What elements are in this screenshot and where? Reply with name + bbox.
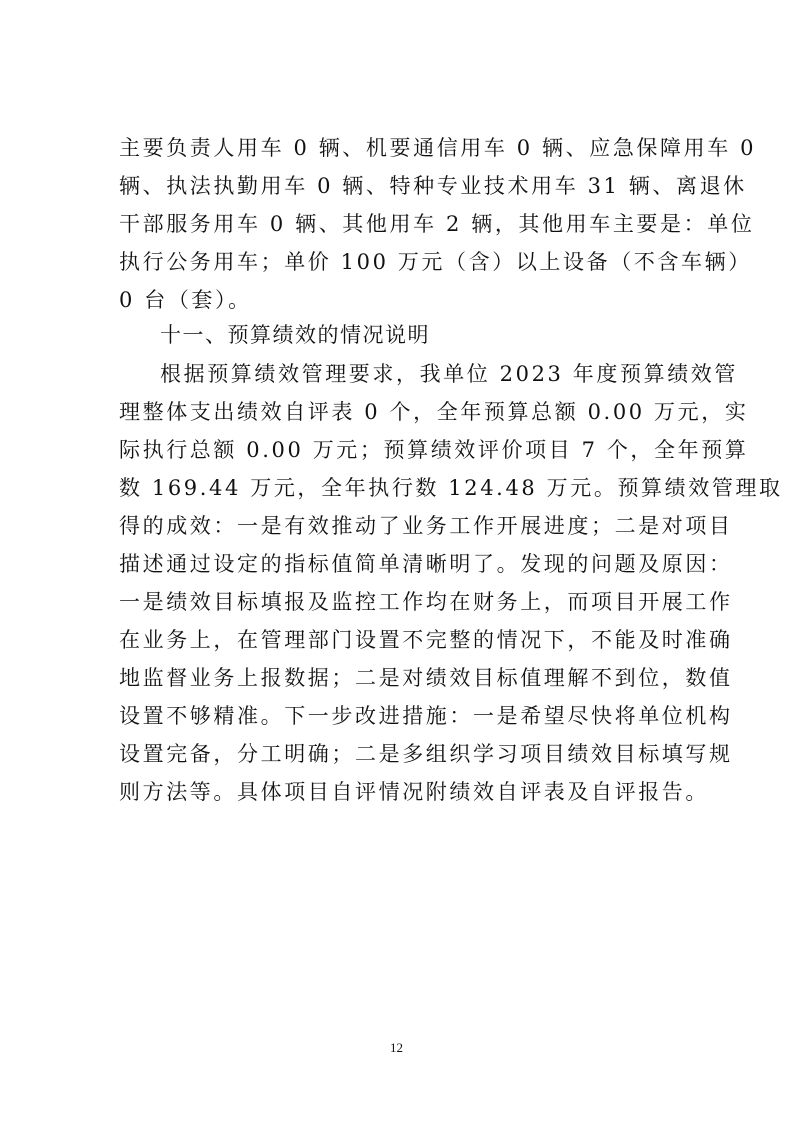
section-heading: 十一、预算绩效的情况说明 (160, 323, 430, 347)
body-text-line: 描述通过设定的指标值简单清晰明了。发现的问题及原因： (119, 552, 733, 576)
body-text-line: 则方法等。具体项目自评情况附绩效自评表及自评报告。 (119, 780, 709, 804)
body-text-line: 一是绩效目标填报及监控工作均在财务上，而项目开展工作 (119, 590, 733, 614)
page-number: 12 (390, 1040, 403, 1055)
body-text-line: 理整体支出绩效自评表 0 个，全年预算总额 0.00 万元，实 (119, 400, 749, 424)
body-text-line: 设置完备，分工明确；二是多组织学习项目绩效目标填写规 (119, 742, 733, 766)
body-text-line: 得的成效：一是有效推动了业务工作开展进度；二是对项目 (119, 514, 733, 538)
body-text-line: 根据预算绩效管理要求，我单位 2023 年度预算绩效管 (160, 362, 738, 386)
body-text-line: 设置不够精准。下一步改进措施：一是希望尽快将单位机构 (119, 704, 733, 728)
body-text-line: 地监督业务上报数据；二是对绩效目标值理解不到位，数值 (119, 666, 733, 690)
body-text-line: 际执行总额 0.00 万元；预算绩效评价项目 7 个，全年预算 (119, 438, 749, 462)
body-text-line: 在业务上，在管理部门设置不完整的情况下，不能及时准确 (119, 628, 733, 652)
body-text-line: 干部服务用车 0 辆、其他用车 2 辆，其他用车主要是：单位 (119, 212, 755, 236)
body-text-line: 数 169.44 万元，全年执行数 124.48 万元。预算绩效管理取 (119, 476, 783, 500)
body-text-line: 主要负责人用车 0 辆、机要通信用车 0 辆、应急保障用车 0 (119, 136, 757, 160)
body-text-line: 0 台（套）。 (119, 288, 252, 312)
body-text-line: 辆、执法执勤用车 0 辆、特种专业技术用车 31 辆、离退休 (119, 174, 747, 198)
body-text-line: 执行公务用车；单价 100 万元（含）以上设备（不含车辆） (119, 250, 752, 274)
